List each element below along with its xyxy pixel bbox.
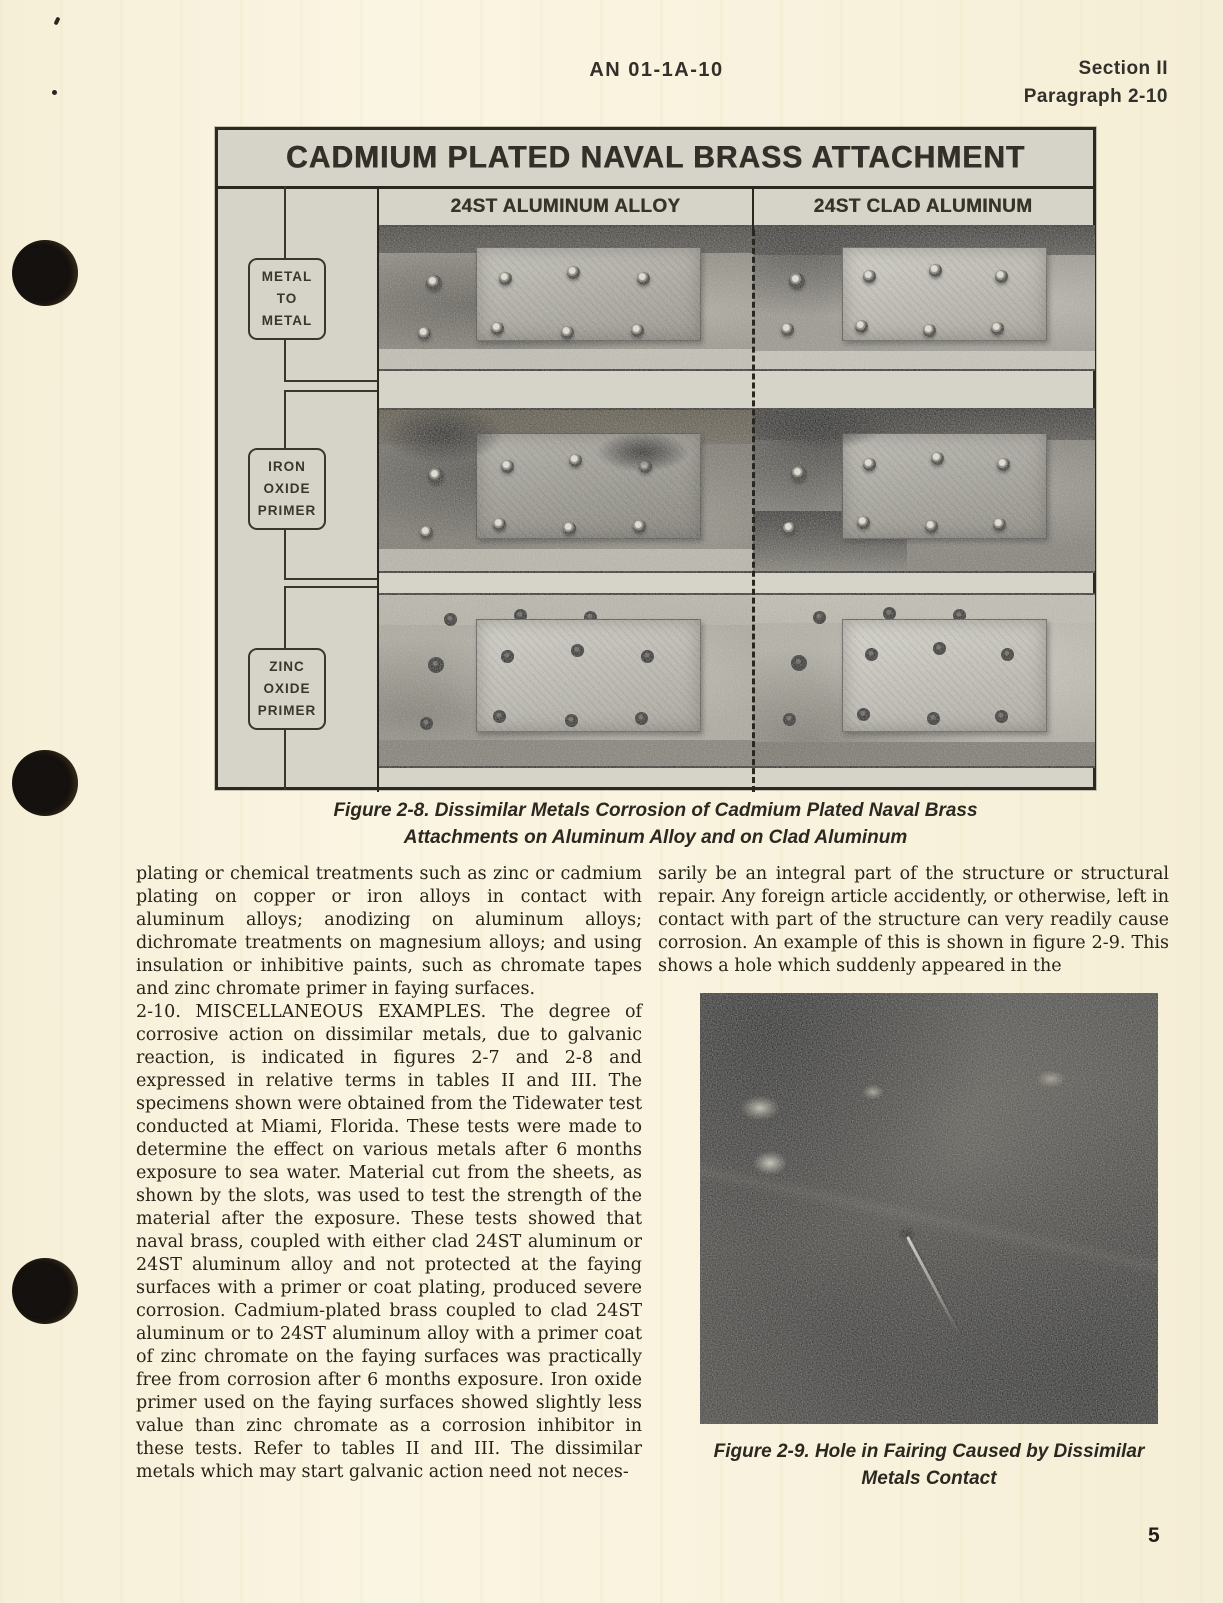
binder-hole	[12, 750, 78, 816]
figure-2-9-caption	[700, 1438, 1158, 1492]
rivet	[783, 713, 796, 726]
light-reflection-blob	[1034, 1069, 1068, 1089]
rivet	[563, 522, 576, 535]
rivet	[991, 322, 1004, 335]
rivet	[418, 327, 431, 340]
rivet	[791, 655, 807, 671]
rivet	[1001, 648, 1014, 661]
figure-2-8-caption	[215, 797, 1096, 851]
rivet	[995, 270, 1008, 283]
figure-2-8-panel	[215, 127, 1096, 790]
figure-2-9-photo	[700, 993, 1158, 1424]
rivet	[931, 452, 944, 465]
body-paragraph: 2-10. MISCELLANEOUS EXAMPLES. The degree of corrosive action on dissimilar metals, due to galvanic reaction, is indicated in figures 2-7 and 2-8 and expressed in relative terms in tables II and III. The specimens shown were obtained from the Tidewater test conducted at Miami, Florida. These tests were made to determine the effect on various metals after 6 months exposure to sea water. Material cut from the sheets, as shown by the slots, was used to test the strength of the material after the exposure. These tests showed that naval brass, coupled with either clad 24ST aluminum or 24ST aluminum alloy and not protected at the faying surfaces with a primer or coat plating, produced severe corrosion. Cadmium-plated brass coupled to clad 24ST aluminum or to 24ST aluminum alloy with a primer coat of zinc chromate on the faying surfaces was practically free from corrosion after 6 months exposure. Iron oxide primer used on the faying surfaces showed slightly less value than zinc chromate as a corrosion inhibitor in these tests. Refer to tables II and III. The dissimilar metals which may start galvanic action need not neces-	[136, 1002, 642, 1482]
row-label-metal-to-metal: METAL TO METAL	[248, 258, 326, 340]
rivet	[493, 710, 506, 723]
light-reflection-blob	[736, 1093, 784, 1123]
light-reflection-blob	[860, 1083, 886, 1101]
ink-speck	[53, 17, 60, 26]
rivet	[567, 266, 580, 279]
attachment-plate	[476, 619, 701, 732]
rivet	[995, 710, 1008, 723]
body-paragraph: plating or chemical treatments such as zinc or cadmium plating on copper or iron alloys in contact with aluminum alloys; anodizing on aluminum alloys; dichromate treatments on magnesium alloys; and using insulation or inhibitive paints, such as chromate tapes and zinc chromate primer in faying surfaces.	[136, 864, 642, 999]
rivet	[637, 272, 650, 285]
rivet	[783, 522, 796, 535]
row-label-zinc-oxide-primer: ZINC OXIDE PRIMER	[248, 648, 326, 730]
rivet	[635, 712, 648, 725]
connector-line	[284, 340, 286, 382]
ink-speck	[52, 90, 57, 95]
rivet	[997, 458, 1010, 471]
caption-line: Figure 2-9. Hole in Fairing Caused by Dissimilar	[713, 1441, 1145, 1462]
rivet	[633, 520, 646, 533]
attachment-plate	[842, 247, 1047, 341]
connector-line	[284, 586, 378, 588]
rivet	[923, 324, 936, 337]
rivet	[863, 458, 876, 471]
connector-line	[284, 380, 378, 382]
binder-hole	[12, 1258, 78, 1324]
specimen-photo-zinc-oxide-clad-aluminum	[753, 593, 1095, 768]
rivet	[993, 518, 1006, 531]
doc-number: AN 01-1A-10	[589, 59, 724, 81]
specimen-photo-iron-oxide-clad-aluminum	[753, 408, 1095, 573]
left-text-column	[136, 863, 642, 1484]
grid-line-vertical	[752, 186, 754, 230]
rivet	[493, 518, 506, 531]
rivet	[813, 611, 826, 624]
rivet	[855, 320, 868, 333]
rivet	[571, 644, 584, 657]
rivet	[631, 324, 644, 337]
page-number: 5	[1148, 1524, 1160, 1547]
rivet	[857, 708, 870, 721]
rivet	[929, 264, 942, 277]
specimen-photo-metal-aluminum-alloy	[378, 225, 753, 371]
right-text-column	[658, 863, 1169, 978]
column-header-clad-aluminum: 24ST CLAD ALUMINUM	[813, 196, 1033, 217]
grid-line-vertical	[377, 186, 379, 792]
rivet	[933, 642, 946, 655]
rivet	[925, 520, 938, 533]
row-label-iron-oxide-primer: IRON OXIDE PRIMER	[248, 448, 326, 530]
column-header-aluminum-alloy: 24ST ALUMINUM ALLOY	[450, 196, 681, 217]
attachment-plate	[842, 619, 1047, 732]
rivet	[444, 613, 457, 626]
section-heading	[1024, 55, 1168, 111]
rivet	[791, 466, 807, 482]
figure-2-8-title: CADMIUM PLATED NAVAL BRASS ATTACHMENT	[285, 140, 1026, 175]
rivet	[641, 650, 654, 663]
caption-line: Metals Contact	[861, 1468, 997, 1489]
rivet	[561, 326, 574, 339]
rivet	[501, 650, 514, 663]
connector-line	[284, 390, 286, 448]
attachment-plate	[476, 247, 701, 341]
rivet	[781, 323, 794, 336]
specimen-photo-zinc-oxide-aluminum-alloy	[378, 593, 753, 768]
caption-line: Figure 2-8. Dissimilar Metals Corrosion of Cadmium Plated Naval Brass	[333, 800, 978, 821]
rivet	[927, 712, 940, 725]
rivet	[857, 516, 870, 529]
rivet	[865, 648, 878, 661]
rivet	[565, 714, 578, 727]
connector-line	[284, 186, 286, 258]
dashed-divider-line	[752, 230, 755, 792]
corrosion-blotch	[578, 424, 708, 480]
rivet	[426, 275, 442, 291]
rivet	[789, 273, 805, 289]
rivet	[863, 270, 876, 283]
connector-line	[284, 586, 286, 648]
binder-hole	[12, 240, 78, 306]
section-label: Section II	[1078, 58, 1168, 79]
specimen-photo-iron-oxide-aluminum-alloy	[378, 408, 753, 573]
rivet	[499, 272, 512, 285]
rivet	[420, 717, 433, 730]
scratch-streak	[906, 1236, 961, 1336]
rivet	[428, 657, 444, 673]
body-paragraph: sarily be an integral part of the structure or structural repair. Any foreign article accidently, or otherwise, left in contact with part of the structure can very readily cause corrosion. An example of this is shown in figure 2-9. This shows a hole which suddenly appeared in the	[658, 864, 1169, 976]
rivet	[420, 526, 433, 539]
specimen-photo-metal-clad-aluminum	[753, 225, 1095, 371]
rivet	[491, 322, 504, 335]
connector-line	[284, 730, 286, 790]
connector-line	[284, 578, 378, 580]
connector-line	[284, 390, 378, 392]
caption-line: Attachments on Aluminum Alloy and on Clad Aluminum	[403, 827, 908, 848]
light-reflection-blob	[750, 1149, 790, 1177]
paragraph-label: Paragraph 2-10	[1023, 86, 1168, 107]
connector-line	[284, 530, 286, 579]
